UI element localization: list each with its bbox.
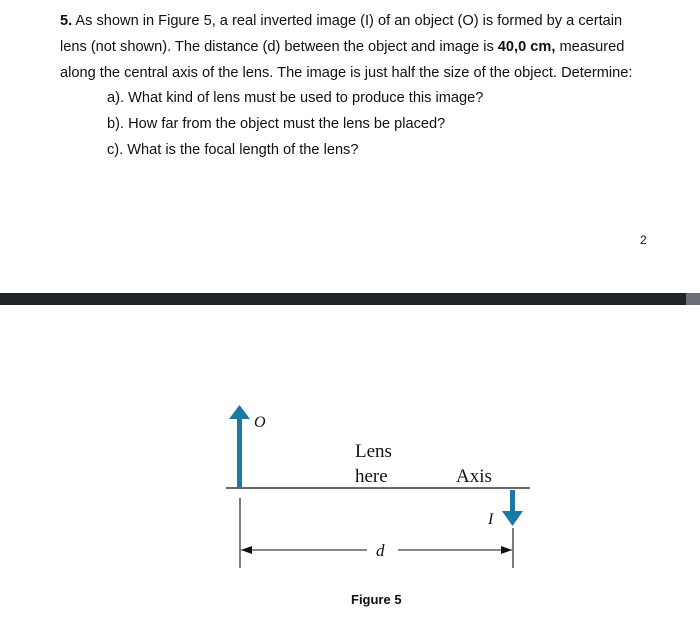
problem-line-1-text: As shown in Figure 5, a real inverted image (I) of an object (O) is formed by a certain (72, 13, 623, 29)
image-label: I (488, 511, 494, 528)
question-b: b). How far from the object must the lens be placed? (107, 116, 446, 132)
object-arrow-head (229, 405, 250, 419)
lens-label-line-2: here (355, 466, 388, 487)
question-c: c). What is the focal length of the lens? (107, 142, 359, 158)
axis-label: Axis (456, 466, 492, 487)
object-label: O (254, 414, 266, 431)
figure-caption: Figure 5 (351, 592, 402, 607)
object-arrow-shaft (237, 418, 242, 488)
distance-label: d (376, 541, 385, 560)
problem-number: 5. (60, 13, 73, 29)
page-number: 2 (640, 233, 647, 247)
problem-line-3: along the central axis of the lens. The image is just half the size of the object. Determine: (60, 65, 633, 81)
problem-line-2-post: measured (555, 39, 625, 55)
question-a: a). What kind of lens must be used to produce this image? (107, 90, 484, 106)
image-arrow-head (502, 511, 523, 526)
problem-line-2-pre: lens (not shown). The distance (d) between the object and image is (60, 39, 498, 55)
distance-arrow-left (241, 546, 252, 554)
lens-label-line-1: Lens (355, 441, 392, 462)
distance-arrow-right (501, 546, 512, 554)
image-arrow-shaft (510, 490, 515, 512)
distance-value: 40,0 cm, (497, 39, 556, 55)
